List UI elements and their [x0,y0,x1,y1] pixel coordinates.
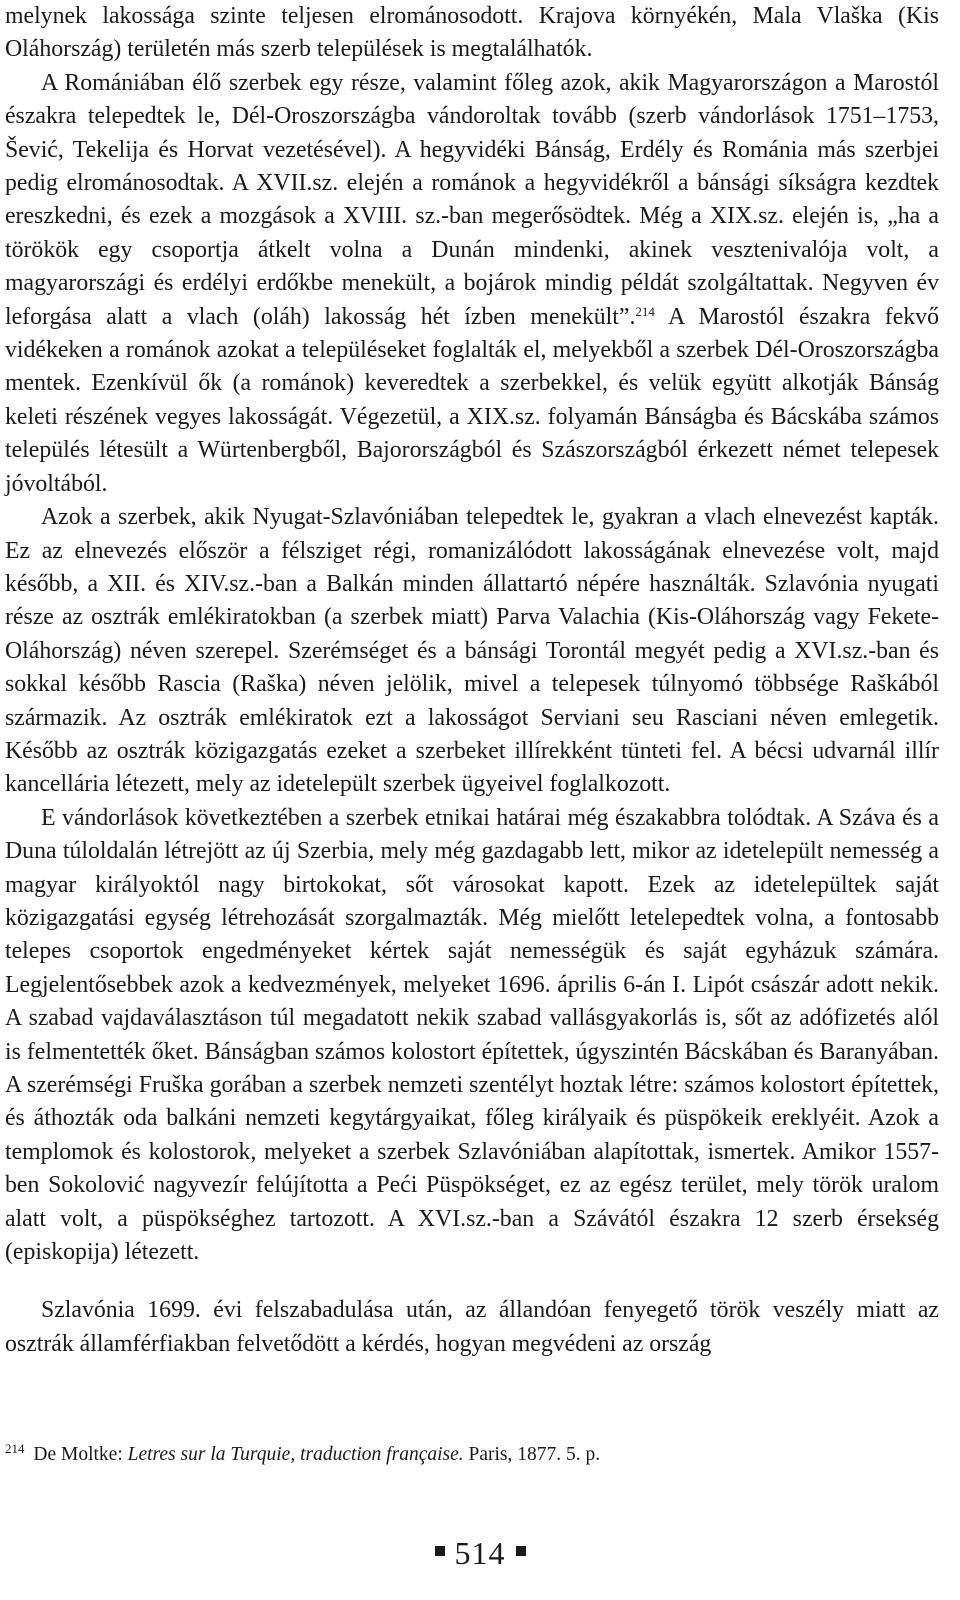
page-number [0,1533,960,1573]
paragraph-3 [5,501,939,802]
paragraph-text: Szlavónia 1699. évi felszabadulása után, az állandóan fenyegető török veszély miatt az osztrák államférfiakban felvetődött a kérdés, hogyan megvédeni az ország [5,1297,939,1357]
square-bullet-icon [435,1546,445,1556]
paragraph-text: melynek lakossága szinte teljesen elrománosodott. Krajova környékén, Mala Vlaška (Kis Oláhország) területén más szerb települések is megtalálhatók. [5,3,939,63]
paragraph-text: A Romániában élő szerbek egy része, valamint főleg azok, akik Magyarországon a Marostól északra telepedtek le, Dél-Oroszországba vándoroltak tovább (szerb vándorlások 1751–1753, Šević, Tekelija és Horvat vezetésével). A hegyvidéki Bánság, Erdély és Románia más szerbjei pedig elrománosodtak. A XVII.sz. elején a románok a hegyvidékről a bánsági síkságra kezdtek ereszkedni, és ezek a mozgások a XVIII. sz.-ban megerősödtek. Még a XIX.sz. elején is, „ha a törökök egy csoportja átkelt volna a Dunán mindenki, akinek vesztenivalója volt, a magyarországi és erdélyi erdőkbe menekült, a bojárok mindig példát szolgáltattak. Negyven év leforgása alatt a vlach (oláh) lakosság hét ízben menekült”. [5,69,939,330]
paragraph-2 [5,67,939,501]
paragraph-text: A Marostól északra fekvő vidékeken a románok azokat a településeket foglalták el, melyekből a szerbek Dél-Oroszországba mentek. Ezenkívül ők (a románok) keveredtek a szerbekkel, és velük együtt alkotják Bánság keleti részének vegyes lakosságát. Végezetül, a XIX.sz. folyamán Bánságba és Bácskába számos település létesült a Würtenbergből, Bajorországból és Szászországból érkezett német telepesek jóvoltából. [5,303,939,497]
footnote-number: 214 [5,1441,25,1456]
footnote-reference[interactable]: 214 [635,303,655,319]
paragraph-text: E vándorlások következtében a szerbek etnikai határai még északabbra tolódtak. A Száva és a Duna túloldalán létrejött az új Szerbia, mely még gazdagabb lett, mikor az idetelepült nemesség a magyar királyoktól nagy birtokokat, sőt városokat kapott. Ezek az idetelepültek saját közigazgatási egység létrehozását szorgalmazták. Még mielőtt letelepedtek volna, a fontosabb telepes csoportok engedményeket kértek saját nemességük és saját egyházuk számára. Legjelentősebbek azok a kedvezmények, melyeket 1696. április 6-án I. Lipót császár adott nekik. A szabad vajdaválasztáson túl megadatott nekik szabad vallásgyakorlás is, sőt az adófizetés alól is felmentették őket. Bánságban számos kolostort építettek, úgyszintén Bácskában és Baranyában. A szerémségi Fruška gorában a szerbek nemzeti szentélyt hoztak létre: számos kolostort építettek, és áthozták oda balkáni nemzeti kegytárgyaikat, főleg királyaik és püspökeik ereklyéit. Azok a templomok és kolostorok, melyeket a szerbek Szlavóniában alapítottak, ismertek. Amikor 1557-ben Sokolović nagyvezír felújította a Peći Püspökséget, ez az egész terület, mely török uralom alatt volt, a püspökséghez tartozott. A XVI.sz.-ban a Szávától északra 12 szerb érsekség (episkopija) létezett. [5,804,939,1266]
footnote-title: Letres sur la Turquie, traduction française. [127,1444,464,1465]
page-number-value: 514 [454,1535,506,1571]
paragraph-1 [5,0,939,67]
footnote [5,1442,939,1468]
footnote-author: De Moltke: [28,1444,128,1465]
paragraph-4 [5,802,939,1270]
paragraph-5 [5,1294,939,1361]
footnote-rest: Paris, 1877. 5. p. [463,1444,601,1465]
body-text [5,0,939,1361]
paragraph-text: Azok a szerbek, akik Nyugat-Szlavóniában telepedtek le, gyakran a vlach elnevezést kapták. Ez az elnevezés először a félsziget régi, romanizálódott lakosságának elnevezése volt, majd később, a XII. és XIV.sz.-ban a Balkán minden állattartó népére használták. Szlavónia nyugati része az osztrák emlékiratokban (a szerbek miatt) Parva Valachia (Kis-Oláhország vagy Fekete-Oláhország) néven szerepel. Szerémséget és a bánsági Torontál megyét pedig a XVI.sz.-ban és sokkal később Rascia (Raška) néven jelölik, mivel a telepesek túlnyomó többsége Raškából származik. Az osztrák emlékiratok ezt a lakosságot Serviani seu Rasciani néven emlegetik. Később az osztrák közigazgatás ezeket a szerbeket illírekként tünteti fel. A bécsi udvarnál illír kancellária létezett, mely az idetelepült szerbek ügyeivel foglalkozott. [5,504,939,798]
square-bullet-icon [516,1546,526,1556]
